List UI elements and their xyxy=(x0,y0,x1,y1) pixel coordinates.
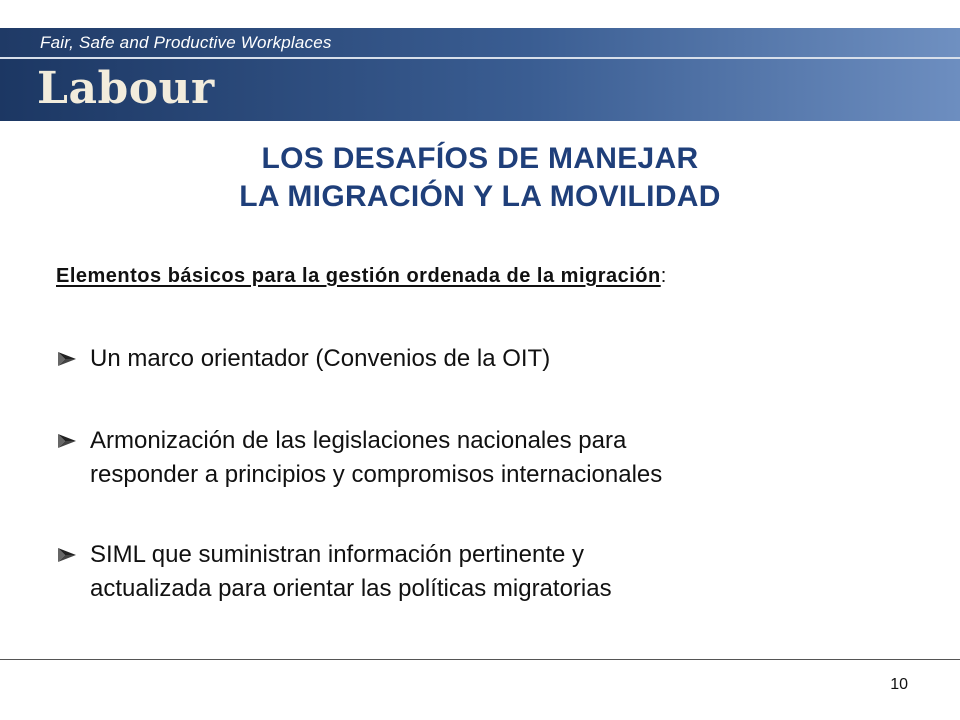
bullet-line-1: Armonización de las legislaciones nacionales para xyxy=(90,427,627,454)
page-number: 10 xyxy=(890,676,908,693)
arrowhead-bullet-icon xyxy=(56,546,78,564)
bullet-item xyxy=(56,538,916,606)
bullet-line-2: responder a principios y compromisos internacionales xyxy=(90,461,663,488)
bullet-line-1: Un marco orientador (Convenios de la OIT) xyxy=(90,345,551,372)
arrowhead-bullet-icon xyxy=(56,432,78,450)
bullet-list xyxy=(56,342,916,606)
slide-title xyxy=(0,140,960,216)
subtitle-text: Elementos básicos para la gestión ordenada de la migración xyxy=(56,265,661,287)
arrowhead-bullet-icon xyxy=(56,350,78,368)
header-brand-logo: Labour xyxy=(37,63,215,114)
bullet-line-1: SIML que suministran información pertinente y xyxy=(90,541,585,568)
slide-title-line-1: LOS DESAFÍOS DE MANEJAR xyxy=(261,142,699,175)
bullet-line-2: actualizada para orientar las políticas migratorias xyxy=(90,575,612,602)
slide-subtitle xyxy=(56,265,667,288)
header-tagline: Fair, Safe and Productive Workplaces xyxy=(40,33,332,52)
subtitle-colon: : xyxy=(660,265,667,287)
footer-divider xyxy=(0,659,960,660)
slide-title-line-2: LA MIGRACIÓN Y LA MOVILIDAD xyxy=(239,180,721,213)
bullet-item xyxy=(56,342,916,376)
bullet-item xyxy=(56,424,916,492)
